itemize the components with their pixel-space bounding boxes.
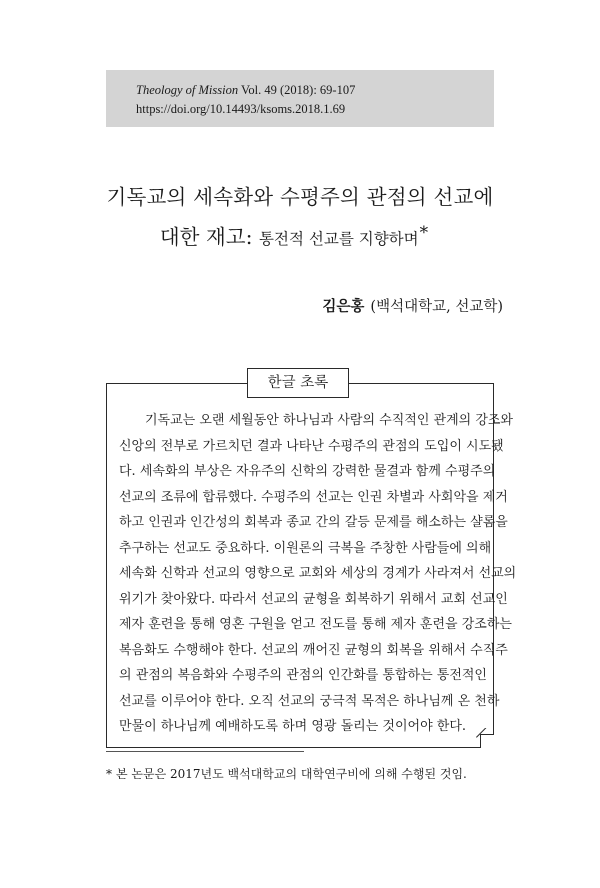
abstract-line: 세속화 신학과 선교의 영향으로 교회와 세상의 경계가 사라져서 선교의 bbox=[119, 566, 517, 581]
author-affiliation: (백석대학교, 선교학) bbox=[370, 299, 503, 315]
abstract-line: 복음화도 수행해야 한다. 선교의 깨어진 균형의 회복을 위해서 수직주 bbox=[119, 642, 508, 658]
journal-doi: https://doi.org/10.14493/ksoms.2018.1.69 bbox=[136, 102, 346, 116]
footnote-text: 본 논문은 2017년도 백석대학교의 대학연구비에 의해 수행된 것임. bbox=[116, 767, 467, 781]
footnote bbox=[106, 765, 467, 782]
journal-info-box bbox=[106, 70, 494, 127]
paper-title-main: 대한 재고: bbox=[159, 225, 253, 249]
journal-volume: Vol. 49 (2018): 69-107 bbox=[241, 83, 356, 97]
abstract-label: 한글 초록 bbox=[247, 368, 349, 398]
abstract-line: 만물이 하나님께 예배하도록 하며 영광 돌리는 것이어야 한다. bbox=[119, 719, 467, 734]
paper-subtitle: 통전적 선교를 지향하며 bbox=[259, 230, 419, 248]
footnote-divider bbox=[106, 751, 304, 752]
abstract-line: 신앙의 전부로 가르치던 결과 나타난 수평주의 관점의 도입이 시도됐 bbox=[119, 438, 504, 454]
journal-citation bbox=[136, 81, 494, 100]
abstract-line: 다. 세속화의 부상은 자유주의 신학의 강력한 물결과 함께 수평주의 bbox=[119, 464, 496, 479]
footnote-marker: * bbox=[106, 767, 112, 781]
abstract-line: 선교를 이루어야 한다. 오직 선교의 궁극적 목적은 하나님께 온 천하 bbox=[119, 693, 500, 709]
abstract-line: 하고 인권과 인간성의 회복과 종교 간의 갈등 문제를 해소하는 샬롬을 bbox=[119, 515, 508, 530]
author-line bbox=[322, 295, 503, 316]
paper-title-line2 bbox=[0, 220, 594, 250]
author-name: 김은홍 bbox=[322, 298, 365, 315]
abstract-line: 위기가 찾아왔다. 따라서 선교의 균형을 회복하기 위해서 교회 선교인 bbox=[119, 591, 508, 607]
abstract-line: 추구하는 선교도 중요하다. 이원론의 극복을 주창한 사람들에 의해 bbox=[119, 540, 492, 556]
abstract-line: 기독교는 오랜 세월동안 하나님과 사람의 수직적인 관계의 강조와 bbox=[145, 413, 513, 428]
abstract-line: 의 관점의 복음화와 수평주의 관점의 인간화를 통합하는 통전적인 bbox=[119, 668, 487, 683]
abstract-body bbox=[119, 408, 517, 740]
abstract-line: 제자 훈련을 통해 영혼 구원을 얻고 전도를 통해 제자 훈련을 강조하는 bbox=[119, 617, 512, 632]
journal-name: Theology of Mission bbox=[136, 83, 239, 97]
abstract-line: 선교의 조류에 합류했다. 수평주의 선교는 인권 차별과 사회악을 제거 bbox=[119, 489, 508, 505]
paper-title-line1: 기독교의 세속화와 수평주의 관점의 선교에 bbox=[106, 185, 494, 209]
title-footnote-marker: * bbox=[419, 223, 429, 243]
